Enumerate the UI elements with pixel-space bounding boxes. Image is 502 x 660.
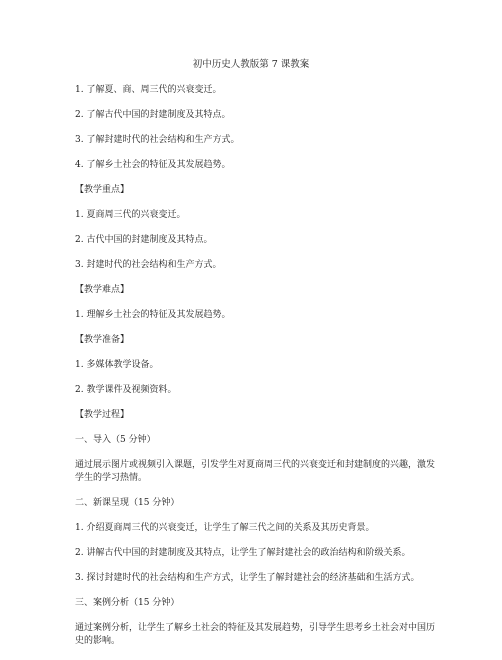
preparation-1: 1. 多媒体教学设备。 [75, 360, 159, 370]
new-lesson-item-1: 1. 介绍夏商周三代的兴衰变迁，让学生了解三代之间的关系及其历史背景。 [75, 523, 375, 533]
difficulty-1: 1. 理解乡土社会的特征及其发展趋势。 [75, 310, 231, 320]
key-point-1: 1. 夏商周三代的兴衰变迁。 [75, 210, 186, 220]
key-point-3: 3. 封建时代的社会结构和生产方式。 [75, 260, 222, 270]
section-heading-process: 【教学过程】 [75, 410, 130, 420]
preparation-2: 2. 教学课件及视频资料。 [75, 385, 177, 395]
objective-4: 4. 了解乡土社会的特征及其发展趋势。 [75, 160, 231, 170]
objective-1: 1. 了解夏、商、周三代的兴衰变迁。 [75, 85, 222, 95]
document-title: 初中历史人教版第 7 课教案 [192, 59, 310, 70]
section-heading-difficulties: 【教学难点】 [75, 285, 130, 295]
step-heading-introduction: 一、导入（5 分钟） [75, 435, 156, 445]
step-heading-case-analysis: 三、案例分析（15 分钟） [75, 598, 180, 608]
objective-3: 3. 了解封建时代的社会结构和生产方式。 [75, 135, 240, 145]
section-heading-key-points: 【教学重点】 [75, 185, 130, 195]
new-lesson-item-3: 3. 探讨封建时代的社会结构和生产方式，让学生了解封建社会的经济基础和生活方式。 [75, 573, 420, 583]
new-lesson-item-2: 2. 讲解古代中国的封建制度及其特点，让学生了解封建社会的政治结构和阶级关系。 [75, 548, 411, 558]
case-analysis-text: 通过案例分析，让学生了解乡土社会的特征及其发展趋势，引导学生思考乡土社会对中国历史的影响。 [75, 623, 436, 646]
step-heading-new-lesson: 二、新课呈现（15 分钟） [75, 498, 180, 508]
introduction-text: 通过展示图片或视频引入课题，引发学生对夏商周三代的兴衰变迁和封建制度的兴趣，激发学生的学习热情。 [75, 460, 436, 483]
document-body [75, 84, 435, 660]
section-heading-preparation: 【教学准备】 [75, 335, 130, 345]
objective-2: 2. 了解古代中国的封建制度及其特点。 [75, 110, 231, 120]
key-point-2: 2. 古代中国的封建制度及其特点。 [75, 235, 213, 245]
